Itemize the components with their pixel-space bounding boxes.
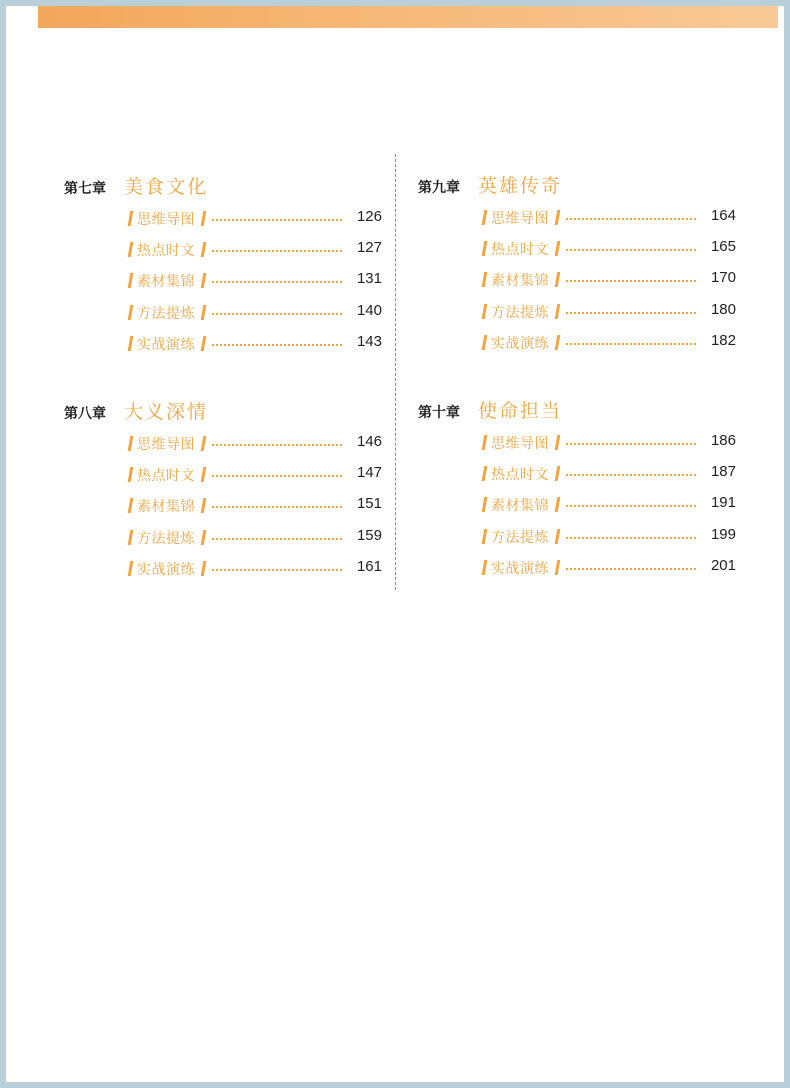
entry-bar-right <box>201 242 207 257</box>
toc-entry[interactable] <box>418 297 736 328</box>
chapter-8 <box>64 397 382 585</box>
entry-bar-left <box>482 529 488 544</box>
entry-page-number: 143 <box>356 332 382 350</box>
entry-bar-right <box>555 466 561 481</box>
entry-page-number: 147 <box>356 464 382 482</box>
dot-leader <box>566 218 696 220</box>
entry-bar-left <box>482 241 488 256</box>
entry-bar-left <box>128 436 134 451</box>
chapter-10 <box>418 396 736 584</box>
entry-label: 思维导图 <box>491 211 549 227</box>
entry-label: 热点时文 <box>491 242 549 259</box>
chapter-7 <box>64 172 382 360</box>
toc-entry[interactable] <box>64 491 382 522</box>
dot-leader <box>212 538 342 540</box>
chapter-number: 第八章 <box>64 406 106 422</box>
entry-page-number: 180 <box>710 300 736 318</box>
chapter-entries <box>64 204 382 360</box>
chapter-number: 第七章 <box>64 181 106 197</box>
toc-entry[interactable] <box>64 204 382 235</box>
entry-bar-right <box>555 241 561 256</box>
entry-bar-left <box>482 466 488 481</box>
entry-bar-right <box>555 304 561 319</box>
header-color-band <box>38 6 778 28</box>
chapter-entries <box>418 428 736 584</box>
chapter-heading <box>418 171 736 201</box>
entry-bar-left <box>482 210 488 225</box>
entry-bar-right <box>555 497 561 512</box>
entry-page-number: 182 <box>710 331 736 349</box>
entry-page-number: 170 <box>710 269 736 287</box>
entry-bar-left <box>128 467 134 482</box>
toc-entry[interactable] <box>64 429 382 460</box>
dot-leader <box>212 506 342 508</box>
dot-leader <box>212 444 342 446</box>
dot-leader <box>212 219 342 221</box>
entry-page-number: 187 <box>710 463 736 481</box>
entry-bar-right <box>201 273 207 288</box>
entry-label: 素材集锦 <box>491 498 549 515</box>
toc-entry[interactable] <box>418 459 736 490</box>
chapter-heading <box>64 397 382 427</box>
chapter-heading <box>64 172 382 202</box>
entry-page-number: 131 <box>356 270 382 288</box>
toc-entry[interactable] <box>418 522 736 553</box>
entry-label: 方法提炼 <box>491 529 549 546</box>
entry-bar-left <box>128 530 134 545</box>
toc-entry[interactable] <box>418 234 736 265</box>
toc-entry[interactable] <box>418 490 736 521</box>
dot-leader <box>566 343 696 345</box>
toc-entry[interactable] <box>64 523 382 554</box>
entry-label: 热点时文 <box>137 468 195 485</box>
chapter-title: 使命担当 <box>478 400 563 422</box>
entry-label: 实战演练 <box>491 335 549 352</box>
toc-entry[interactable] <box>64 266 382 297</box>
entry-label: 方法提炼 <box>137 530 195 547</box>
entry-bar-left <box>482 335 488 350</box>
entry-page-number: 140 <box>356 301 382 319</box>
entry-page-number: 146 <box>356 433 382 450</box>
dot-leader <box>566 312 696 314</box>
entry-page-number: 186 <box>710 432 736 449</box>
chapter-entries <box>64 429 382 585</box>
entry-bar-right <box>201 561 207 576</box>
entry-bar-right <box>555 560 561 575</box>
toc-entry[interactable] <box>418 265 736 296</box>
toc-entry[interactable] <box>418 428 736 459</box>
entry-bar-right <box>201 336 207 351</box>
chapter-title: 美食文化 <box>124 176 209 198</box>
toc-entry[interactable] <box>64 329 382 360</box>
entry-bar-left <box>482 304 488 319</box>
entry-label: 思维导图 <box>137 437 195 453</box>
dot-leader <box>212 475 342 477</box>
entry-bar-right <box>555 272 561 287</box>
dot-leader <box>212 250 342 252</box>
entry-bar-right <box>201 498 207 513</box>
entry-label: 热点时文 <box>137 243 195 260</box>
dot-leader <box>212 281 342 283</box>
entry-label: 素材集锦 <box>137 274 195 291</box>
dot-leader <box>566 280 696 282</box>
entry-bar-right <box>201 436 207 451</box>
toc-entry[interactable] <box>418 328 736 359</box>
dot-leader <box>566 505 696 507</box>
dot-leader <box>212 569 342 571</box>
chapter-heading <box>418 396 736 426</box>
entry-bar-right <box>555 335 561 350</box>
dot-leader <box>566 568 696 570</box>
dot-leader <box>566 249 696 251</box>
entry-bar-left <box>128 561 134 576</box>
entry-page-number: 127 <box>356 239 382 257</box>
dot-leader <box>212 313 342 315</box>
entry-bar-right <box>201 467 207 482</box>
entry-bar-left <box>128 336 134 351</box>
entry-label: 实战演练 <box>137 336 195 353</box>
chapter-9 <box>418 171 736 359</box>
chapter-title: 英雄传奇 <box>478 175 563 197</box>
entry-bar-left <box>128 242 134 257</box>
entry-page-number: 161 <box>356 557 382 575</box>
entry-bar-left <box>128 211 134 226</box>
entry-bar-left <box>482 497 488 512</box>
entry-label: 素材集锦 <box>491 273 549 290</box>
entry-bar-right <box>555 435 561 450</box>
entry-page-number: 126 <box>356 208 382 225</box>
entry-label: 方法提炼 <box>491 304 549 321</box>
entry-page-number: 199 <box>710 525 736 543</box>
entry-page-number: 164 <box>710 207 736 224</box>
entry-bar-left <box>128 498 134 513</box>
entry-label: 方法提炼 <box>137 305 195 322</box>
toc-entry[interactable] <box>64 298 382 329</box>
toc-entry[interactable] <box>418 203 736 234</box>
chapter-title: 大义深情 <box>124 401 209 423</box>
entry-bar-right <box>555 210 561 225</box>
entry-bar-left <box>482 435 488 450</box>
entry-page-number: 151 <box>356 495 382 513</box>
dot-leader <box>566 474 696 476</box>
entry-page-number: 191 <box>710 494 736 512</box>
entry-bar-right <box>201 305 207 320</box>
entry-bar-right <box>201 211 207 226</box>
dot-leader <box>566 443 696 445</box>
entry-label: 思维导图 <box>137 212 195 228</box>
dot-leader <box>566 537 696 539</box>
chapter-entries <box>418 203 736 359</box>
entry-label: 思维导图 <box>491 436 549 452</box>
entry-bar-left <box>482 560 488 575</box>
entry-label: 素材集锦 <box>137 499 195 516</box>
entry-bar-right <box>201 530 207 545</box>
toc-entry[interactable] <box>64 235 382 266</box>
entry-page-number: 159 <box>356 526 382 544</box>
entry-bar-left <box>128 305 134 320</box>
entry-bar-right <box>555 529 561 544</box>
dot-leader <box>212 344 342 346</box>
toc-entry[interactable] <box>64 460 382 491</box>
entry-label: 热点时文 <box>491 467 549 484</box>
entry-page-number: 165 <box>710 238 736 256</box>
entry-bar-left <box>128 273 134 288</box>
chapter-number: 第十章 <box>418 405 460 421</box>
entry-bar-left <box>482 272 488 287</box>
column-divider <box>395 154 396 590</box>
chapter-number: 第九章 <box>418 180 460 196</box>
entry-label: 实战演练 <box>137 561 195 578</box>
toc-entry[interactable] <box>418 553 736 584</box>
toc-entry[interactable] <box>64 554 382 585</box>
entry-label: 实战演练 <box>491 560 549 577</box>
entry-page-number: 201 <box>710 556 736 574</box>
